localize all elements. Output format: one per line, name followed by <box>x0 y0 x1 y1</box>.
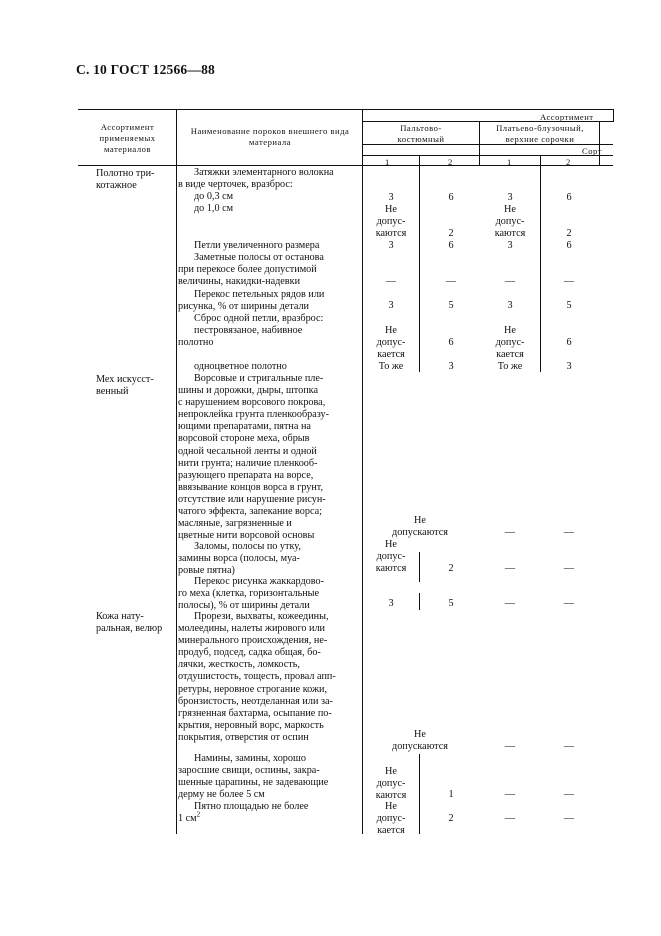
defect-5: Сброс одной петли, вразброс: пестровязаное, набивное полотно <box>178 313 324 349</box>
table-cell: Не допус- каются <box>375 204 407 240</box>
table-cell: 6 <box>566 240 572 251</box>
rule-v-sub-b <box>540 155 541 166</box>
defect-7: Заломы, полосы по утку, замины ворса (полосы, муа- ровые пятна) <box>178 541 301 577</box>
table-cell: Не допус- кается <box>376 801 406 837</box>
rule-v-dress-grade <box>540 166 541 372</box>
defect-4: Перекос петельных рядов или рисунка, % от ширины детали <box>178 289 325 313</box>
table-cell: — <box>504 527 516 538</box>
table-cell: 6 <box>448 192 454 203</box>
table-cell: 3 <box>507 300 513 311</box>
header-sub-3: 1 <box>507 157 512 167</box>
table-cell: Не допус- каются <box>375 539 407 575</box>
table-cell: 3 <box>507 192 513 203</box>
table-cell: 5 <box>448 598 454 609</box>
table-cell: — <box>563 741 575 752</box>
rule-v-coat-grade-3 <box>419 593 420 610</box>
table-cell: Не допус- каются <box>494 204 526 240</box>
table-cell: 6 <box>566 192 572 203</box>
header-coat: Пальтово- костюмный <box>397 123 445 144</box>
table-cell: То же <box>378 361 404 372</box>
table-cell: Не допускаются <box>392 729 448 753</box>
table-cell: 2 <box>566 228 572 239</box>
table-cell: Не допус- каются <box>375 766 407 802</box>
header-defect: Наименование пороков внешнего вида материала <box>190 126 350 147</box>
table-cell: 3 <box>566 361 572 372</box>
table-cell: 2 <box>448 563 454 574</box>
defect-5b: одноцветное полотно <box>194 361 287 372</box>
material-leather: Кожа нату- ральная, велюр <box>96 611 163 635</box>
table-cell: — <box>504 813 516 824</box>
rule-v-defect <box>176 109 177 834</box>
table-cell: — <box>563 789 575 800</box>
defect-10: Намины, замины, хорошо заросшие свищи, оспины, закра- шенные царапины, не задевающие дерму не более 5 см <box>178 753 329 801</box>
table-cell: — <box>504 741 516 752</box>
table-cell: — <box>563 813 575 824</box>
table-cell: 3 <box>448 361 454 372</box>
table-cell: — <box>563 598 575 609</box>
header-assortment: Ассортимент применяемых материалов <box>99 122 156 154</box>
rule-v-right <box>613 109 614 122</box>
defect-8: Перекос рисунка жаккардово- го меха (клетка, горизонтальные полосы), % от ширины детали <box>178 576 324 612</box>
table-cell: 2 <box>448 813 454 824</box>
header-sub-2: 2 <box>448 157 453 167</box>
table-cell: То же <box>497 361 523 372</box>
table-cell: — <box>563 276 575 287</box>
rule-v-sub-a <box>419 155 420 166</box>
table-cell: 6 <box>566 337 572 348</box>
table-cell: — <box>504 598 516 609</box>
rule-top <box>78 109 613 110</box>
rule-v-values <box>362 109 363 834</box>
defect-2: Петли увеличенного размера <box>194 240 320 251</box>
table-cell: 6 <box>448 240 454 251</box>
table-cell: 3 <box>507 240 513 251</box>
defect-1: Затяжки элементарного волокна в виде черточек, вразброс: до 0,3 см до 1,0 см <box>178 167 334 215</box>
header-grade: Сорт <box>582 146 602 156</box>
table-cell: — <box>563 527 575 538</box>
table-cell: — <box>563 563 575 574</box>
rule-v-coat-grade-4 <box>419 754 420 834</box>
table-cell: Не допускаются <box>392 515 448 539</box>
page-header: С. 10 ГОСТ 12566—88 <box>76 62 215 77</box>
table-cell: 5 <box>448 300 454 311</box>
table-cell: Не допус- кается <box>495 325 525 361</box>
table-cell: — <box>504 276 516 287</box>
table-cell: 2 <box>448 228 454 239</box>
table-cell: — <box>385 276 397 287</box>
rule-v-coat-grade-2 <box>419 552 420 582</box>
table-cell: 3 <box>388 192 394 203</box>
rule-group <box>363 121 613 122</box>
rule-header-bottom <box>78 165 613 166</box>
table-cell: — <box>504 563 516 574</box>
rule-v-dress-end <box>599 121 600 166</box>
table-cell: — <box>504 789 516 800</box>
table-cell: 3 <box>388 240 394 251</box>
header-dress: Платьево-блузочный, верхние сорочки <box>496 123 584 144</box>
table-cell: 1 <box>448 789 454 800</box>
material-fur: Мех искусст- венный <box>96 374 154 398</box>
header-sub-1: 1 <box>385 157 390 167</box>
rule-v-coat-dress <box>479 121 480 166</box>
table-cell: 3 <box>388 598 394 609</box>
defect-3: Заметные полосы от останова при перекосе более допустимой величины, накидки-надевки <box>178 252 324 288</box>
header-sub-4: 2 <box>566 157 571 167</box>
table-cell: Не допус- кается <box>376 325 406 361</box>
header-group: Ассортимент <box>540 112 594 122</box>
rule-v-coat-grade <box>419 166 420 372</box>
defect-11: Пятно площадью не более 1 $см^2$ <box>178 801 309 825</box>
defect-6: Ворсовые и стригальные пле- шины и дорожки, дыры, штопка с нарушением ворсового покрова, непроклейка грунта пленкообразу- ющими препаратами, пятна на ворсовой стороне меха, обрыв одной чесальной ленты и одной нити грунта; наличие пленкооб- разующего препарата на ворсе, ввязывание концов ворса в грунт, отсутствие или нарушение рисун- чатого эффекта, запекание ворса; масляные, загрязненные и цветные нити ворсовой основы <box>178 373 330 542</box>
table-cell: 3 <box>388 300 394 311</box>
rule-grade <box>363 144 613 145</box>
defect-9: Прорези, выхваты, кожеедины, молеедины, налеты жирового или минерального происхождения, не- продуб, подсед, садка общая, бо- лячки, жесткость, ломкость, отдушистость, тощесть, провал апп- ретуры, неровное строгание кожи, бронзистость, неотделанная или за- грязненная бахтарма, осыпание по- крытия, неровный ворс, маркость покрытия, отверстия от оспин <box>178 611 336 743</box>
rule-sub <box>363 155 613 156</box>
table-cell: 5 <box>566 300 572 311</box>
table-cell: — <box>445 276 457 287</box>
table-cell: 6 <box>448 337 454 348</box>
material-knitted: Полотно три- котажное <box>96 168 155 192</box>
